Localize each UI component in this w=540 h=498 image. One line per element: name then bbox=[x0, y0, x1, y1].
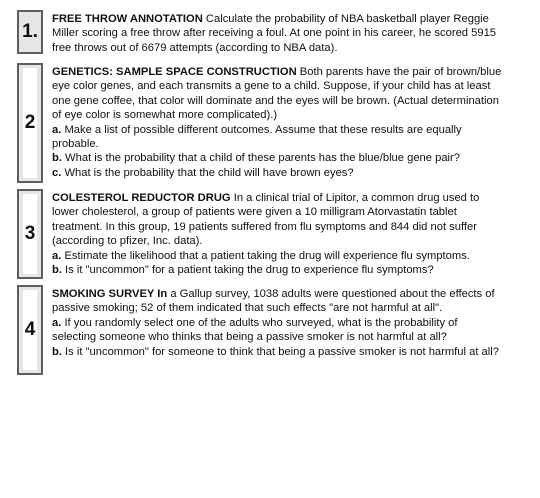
problem-paragraph bbox=[52, 191, 502, 249]
problem-paragraph bbox=[52, 65, 502, 123]
problem-number: 1. bbox=[22, 21, 38, 42]
part-text: Make a list of possible different outcomes. Assume that these results are equally probable. bbox=[52, 123, 462, 151]
problem-part-c bbox=[52, 166, 502, 180]
problem-number-box bbox=[17, 285, 43, 375]
problem-part-b bbox=[52, 263, 502, 277]
problem-body: Both parents have the pair of brown/blue eye color genes, and each transmits a gene to a child. Suppose, if your child has at least one gene coffee, that color will dominate and the eyes will be brown. (Actual determination of eye color is somewhat more complicated).) bbox=[52, 66, 502, 122]
problem-number-box bbox=[17, 189, 43, 279]
problem-part-a bbox=[52, 249, 502, 263]
part-text: What is the probability that the child will have brown eyes? bbox=[61, 166, 354, 179]
part-label: a. bbox=[52, 123, 62, 136]
part-text: Is it "uncommon" for someone to think that being a passive smoker is not harmful at all? bbox=[61, 345, 499, 358]
problem-body: a Gallup survey, 1038 adults were questioned about the effects of passive smoking; 52 of them indicated that such effects "are not harmful at all". bbox=[52, 288, 495, 315]
problem-number-box bbox=[17, 10, 43, 54]
problem-heading: FREE THROW ANNOTATION bbox=[52, 13, 203, 25]
part-label: b. bbox=[52, 152, 62, 165]
part-text: Is it "uncommon" for a patient taking the drug to experience flu symptoms? bbox=[61, 264, 434, 277]
problem-text bbox=[52, 65, 502, 180]
problem-part-a bbox=[52, 123, 502, 152]
part-text: If you randomly select one of the adults who surveyed, what is the probability of selecting someone who thinks that being a passive smoker is not harmful at all? bbox=[52, 316, 458, 344]
problem-number: 3 bbox=[24, 223, 36, 244]
problem-body: In a clinical trial of Lipitor, a common drug used to lower cholesterol, a group of patients were given a 10 milligram Atorvastatin tablet treatment. In this group, 19 patients suffered from flu symptoms and 844 did not suffer (according to pfizer, Inc. data). bbox=[52, 192, 480, 248]
problem-paragraph bbox=[52, 12, 502, 55]
part-text: Estimate the likelihood that a patient taking the drug will experience flu symptoms. bbox=[61, 249, 470, 262]
problem-part-a bbox=[52, 316, 502, 345]
problem-number-box bbox=[17, 63, 43, 183]
problem-part-b bbox=[52, 151, 502, 165]
part-label: a. bbox=[52, 249, 62, 262]
problem-body: Calculate the probability of NBA basketball player Reggie Miller scoring a free throw after receiving a foul. At one point in his career, he scored 5915 free throws out of 6679 attempts (according to NBA data). bbox=[52, 13, 497, 54]
problem-text bbox=[52, 191, 502, 277]
problem-part-b bbox=[52, 345, 502, 359]
problem-heading: GENETICS: SAMPLE SPACE CONSTRUCTION bbox=[52, 66, 297, 78]
part-label: a. bbox=[52, 316, 62, 329]
problem-text bbox=[52, 12, 502, 55]
problem-number: 2 bbox=[24, 112, 36, 133]
part-label: b. bbox=[52, 345, 62, 358]
problem-heading: SMOKING SURVEY In bbox=[52, 288, 168, 300]
problem-heading: COLESTEROL REDUCTOR DRUG bbox=[52, 192, 231, 204]
part-label: b. bbox=[52, 264, 62, 277]
problem-number: 4 bbox=[24, 319, 36, 340]
part-text: What is the probability that a child of these parents has the blue/blue gene pair? bbox=[61, 152, 460, 165]
part-label: c. bbox=[52, 166, 62, 179]
problem-text bbox=[52, 287, 502, 359]
problem-paragraph bbox=[52, 287, 502, 316]
